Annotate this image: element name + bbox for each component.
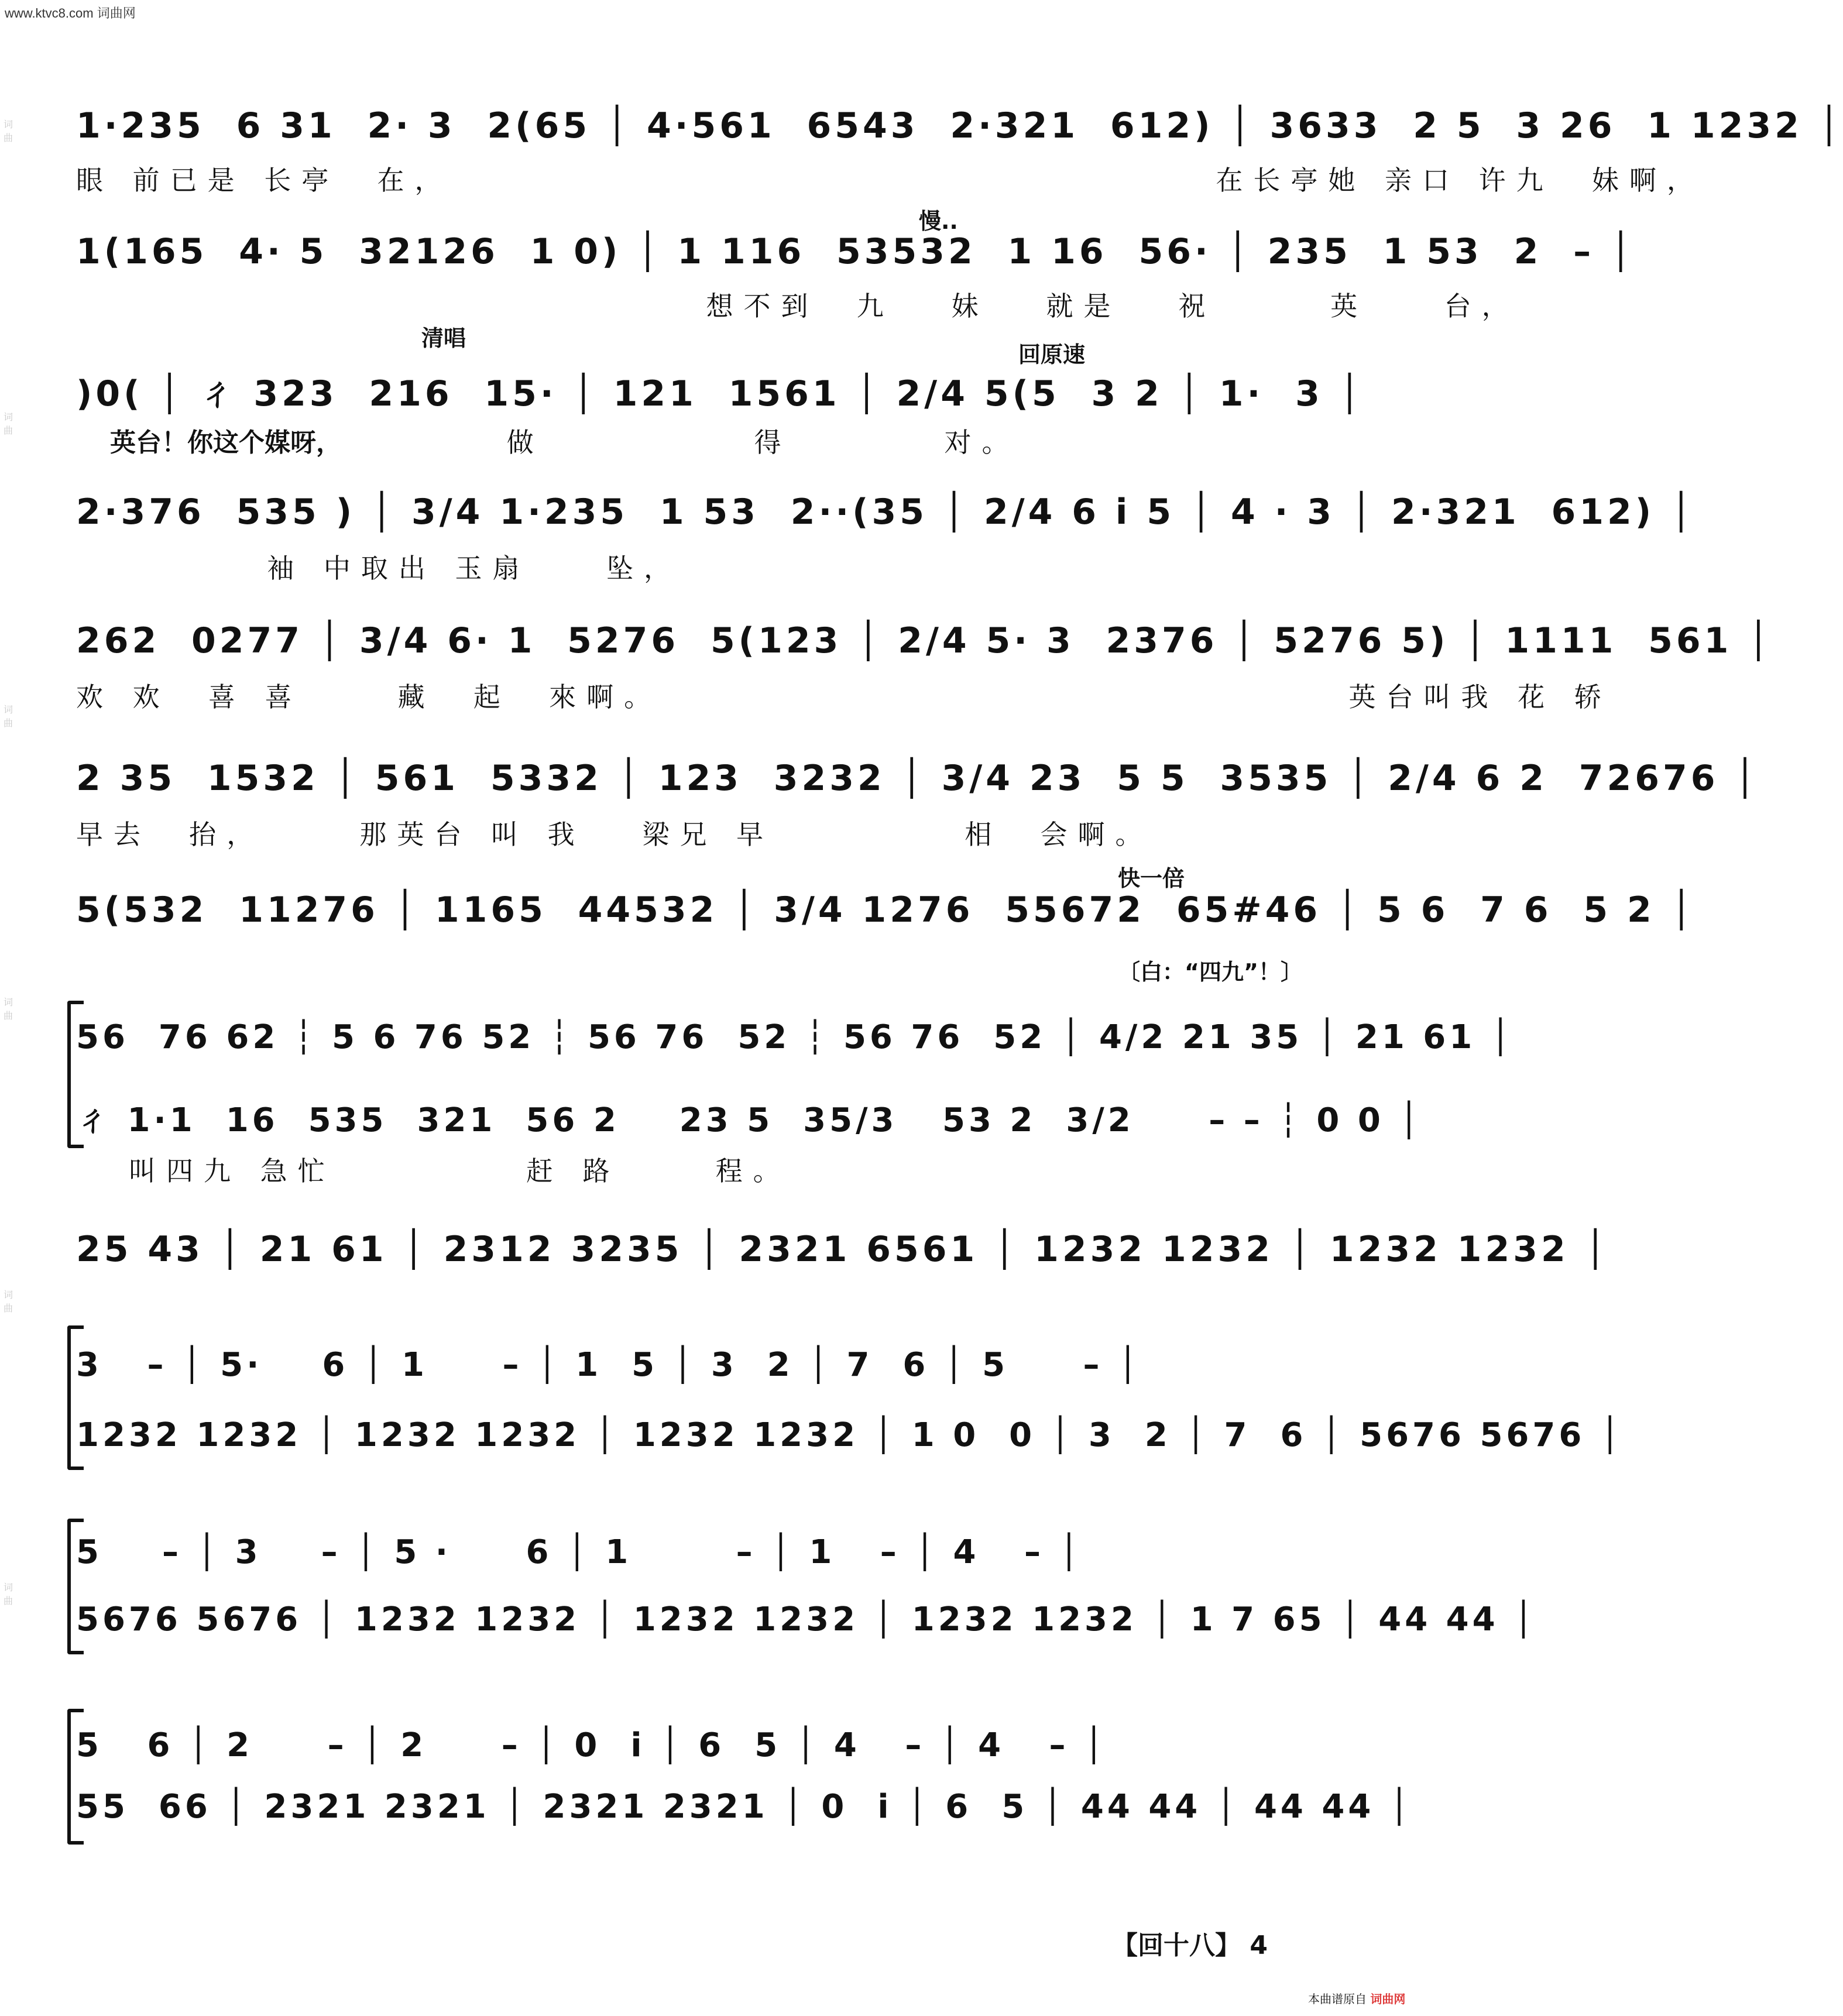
lyric-line: 欢 欢 喜 喜 藏 起 來啊。 英台叫我 花 轿 — [76, 681, 1612, 713]
score-system-4 — [76, 492, 1696, 585]
lyric-line: 眼 前已是 长亭 在， 在长亭她 亲口 许九 妹啊， — [76, 164, 1704, 196]
score-system-11 — [76, 1533, 1537, 1650]
notation-line: 2·376 535 ) │ 3/4 1·235 1 53 2··(35 │ 2/4 6 i 5 │ 4 · 3 │ 2·321 612) │ — [76, 492, 1696, 533]
score-system-10 — [76, 1346, 1624, 1463]
notation-line: 5(532 11276 │ 1165 44532 │ 3/4 1276 55672 65#46 │ 5 6 7 6 5 2 │ — [76, 889, 1696, 930]
lyric-line: 叫四九 急忙 赶 路 程。 — [129, 1155, 791, 1187]
score-system-5 — [76, 620, 1773, 714]
notation-line: 1·235 6 31 2· 3 2(65 │ 4·561 6543 2·321 612) │ 3633 2 5 3 26 1 1232 │ — [76, 105, 1843, 146]
side-watermark-strip: 词曲 词曲 词曲 词曲 词曲 词曲 — [4, 119, 13, 1606]
upper-part: 5 – │ 3 – │ 5 · 6 │ 1 – │ 1 – │ 4 – │ — [76, 1533, 1083, 1571]
tempo-marking-huiyuansu: 回原速 — [1018, 342, 1086, 368]
lower-part: 5676 5676 │ 1232 1232 │ 1232 1232 │ 1232 1232 │ 1 7 65 │ 44 44 │ — [76, 1601, 1537, 1639]
lower-part: 55 66 │ 2321 2321 │ 2321 2321 │ 0 i │ 6 5 │ 44 44 │ 44 44 │ — [76, 1788, 1413, 1826]
source-credit — [1308, 1990, 1405, 2007]
notation-line: 2 35 1532 │ 561 5332 │ 123 3232 │ 3/4 23 5 5 3535 │ 2/4 6 2 72676 │ — [76, 758, 1759, 799]
notation-line: 25 43 │ 21 61 │ 2312 3235 │ 2321 6561 │ 1232 1232 │ 1232 1232 │ — [76, 1229, 1609, 1270]
score-system-3 — [76, 325, 1364, 459]
credit-site: 词曲网 — [1370, 1992, 1406, 2006]
score-system-8 — [76, 1018, 1514, 1187]
lower-part: ㄔ 1·1 16 535 321 56 2 23 5 35/3 53 2 3/2 – – ┆ 0 0 │ — [76, 1101, 1423, 1139]
spoken-line: 英台！你这个媒呀， — [110, 428, 342, 458]
tempo-marking-qingchang: 清唱 — [421, 325, 466, 351]
upper-part: 5 6 │ 2 – │ 2 – │ 0 i │ 6 5 │ 4 – │ 4 – │ — [76, 1726, 1107, 1764]
upper-part: 3 – │ 5· 6 │ 1 – │ 1 5 │ 3 2 │ 7 6 │ 5 – │ — [76, 1346, 1141, 1384]
score-system-6 — [76, 758, 1759, 851]
tempo-marking: 快一倍 — [1118, 866, 1185, 891]
lyric-line: 袖 中取出 玉扇 坠， — [76, 552, 681, 584]
lower-part: 1232 1232 │ 1232 1232 │ 1232 1232 │ 1 0 0 │ 3 2 │ 7 6 │ 5676 5676 │ — [76, 1416, 1624, 1454]
score-system-12 — [76, 1726, 1413, 1843]
credit-text: 本曲谱原自 — [1308, 1992, 1367, 2006]
notation-line: 262 0277 │ 3/4 6· 1 5276 5(123 │ 2/4 5· 3 2376 │ 5276 5) │ 1111 561 │ — [76, 620, 1773, 661]
notation-line: )0( │ ㄔ 323 216 15· │ 121 1561 │ 2/4 5(5 3 2 │ 1· 3 │ — [76, 373, 1364, 414]
site-header: www.ktvc8.com 词曲网 — [5, 6, 136, 20]
score-system-7 — [76, 866, 1696, 985]
score-system-2 — [76, 208, 1635, 325]
lyric-line: 做 得 对。 — [392, 427, 1020, 458]
lyric-line: 想不到 九 妹 就是 祝 英 台， — [76, 290, 1519, 322]
lyric-line: 早去 抬， 那英台 叫 我 梁兄 早 相 会啊。 — [76, 819, 1153, 850]
spoken-line: 〔白：“四九”！〕 — [1118, 959, 1303, 985]
notation-line: 1(165 4· 5 32126 1 0) │ 1 116 53532 1 16 56· │ 235 1 53 2 – │ — [76, 231, 1635, 272]
score-system-1 — [76, 105, 1843, 199]
score-system-9 — [76, 1229, 1609, 1287]
upper-part: 56 76 62 ┆ 5 6 76 52 ┆ 56 76 52 ┆ 56 76 52 │ 4/2 21 35 │ 21 61 │ — [76, 1018, 1514, 1056]
tempo-marking: 慢.. — [919, 208, 958, 234]
page-footer: 【回十八】 4 — [1112, 1931, 1268, 1960]
